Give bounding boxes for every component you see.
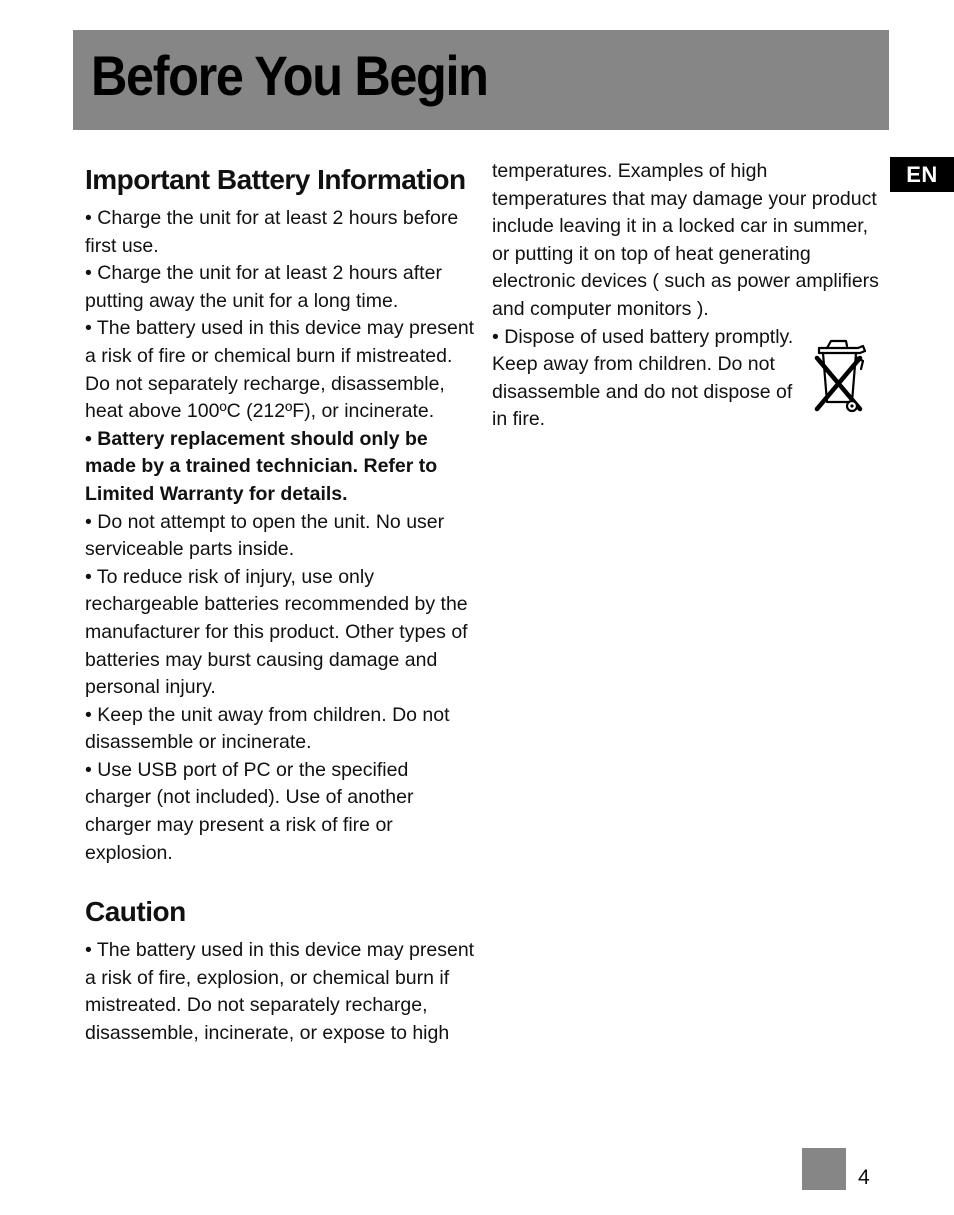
page-header [73,30,889,130]
caution-heading: Caution [85,896,186,928]
page-number: 4 [858,1166,870,1189]
battery-item: • Keep the unit away from children. Do not disassemble or incinerate. [85,703,450,754]
battery-item: • Use USB port of PC or the specified charger (not included). Use of another charger may present a risk of fire or explosion. [85,758,414,864]
page-marker-box [802,1148,846,1190]
caution-item-continued: temperatures. Examples of high temperatures that may damage your product include leaving it in a locked car in summer, or putting it on top of heat generating electronic devices ( such as power amplifiers and computer monitors ). [492,160,879,320]
battery-item-warning: • Battery replacement should only be made by a trained technician. Refer to Limited Warranty for details. [85,427,438,505]
language-tab: EN [890,157,954,192]
page-title: Before You Begin [91,44,488,107]
dispose-block [492,324,884,434]
caution-item: • The battery used in this device may present a risk of fire, explosion, or chemical burn if mistreated. Do not separately recharge, disassemble, incinerate, or expose to high [85,939,475,1045]
crossed-out-wheeled-bin-icon [808,338,866,414]
battery-info-heading: Important Battery Information [85,164,466,195]
left-column [85,161,477,1048]
battery-item: • To reduce risk of injury, use only rechargeable batteries recommended by the manufacturer for this product. Other types of batteries may burst causing damage and personal injury. [85,565,468,699]
battery-item: • Charge the unit for at least 2 hours after putting away the unit for a long time. [85,262,442,312]
right-column [492,158,884,434]
battery-item: • The battery used in this device may present a risk of fire or chemical burn if mistreated. Do not separately recharge, disassemble, heat above 100ºC (212ºF), or incinerate. [85,317,475,423]
battery-item: • Charge the unit for at least 2 hours before first use. [85,207,459,257]
caution-item: • Dispose of used battery promptly. Keep away from children. Do not disassemble and do not dispose of in fire. [492,325,794,431]
battery-item: • Do not attempt to open the unit. No user serviceable parts inside. [85,510,445,561]
